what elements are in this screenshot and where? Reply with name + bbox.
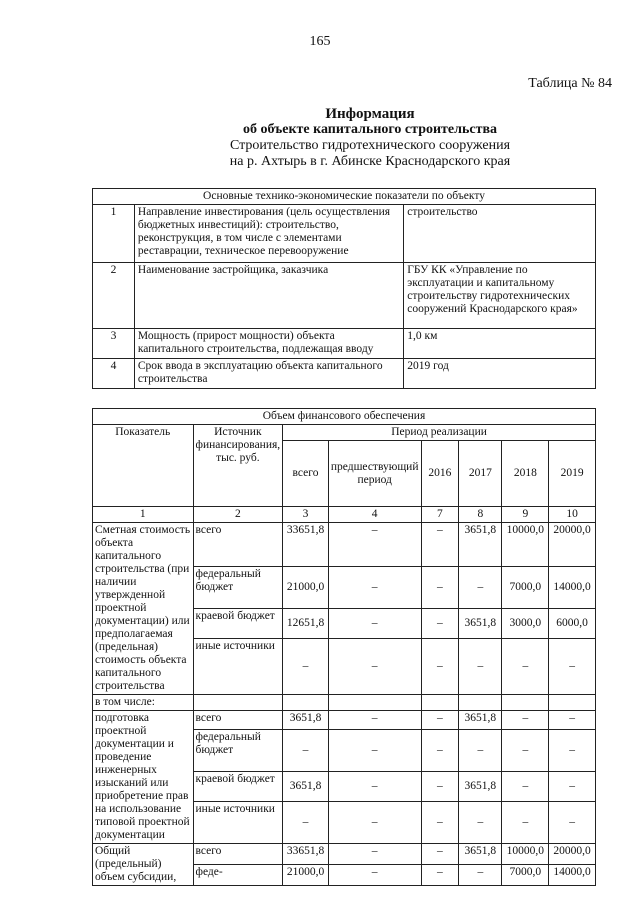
row-label: Мощность (прирост мощности) объекта капитального строительства, подлежащая вводу	[134, 329, 403, 359]
value-cell: 21000,0	[283, 567, 329, 609]
row-label: Срок ввода в эксплуатацию объекта капитального строительства	[134, 359, 403, 389]
value-cell: 20000,0	[549, 523, 596, 567]
row-value: 1,0 км	[404, 329, 596, 359]
value-cell: –	[502, 802, 549, 844]
table-row	[93, 523, 596, 567]
value-cell: –	[421, 730, 459, 772]
including-label: в том числе:	[93, 695, 194, 711]
value-cell: 10000,0	[502, 844, 549, 865]
col-number: 3	[283, 507, 329, 523]
col-year: 2019	[549, 441, 596, 507]
source-cell: федеральный бюджет	[193, 730, 283, 772]
value-cell: –	[502, 772, 549, 802]
value-cell: –	[328, 523, 421, 567]
value-cell: –	[459, 639, 502, 695]
col-year: 2016	[421, 441, 459, 507]
value-cell: –	[328, 802, 421, 844]
source-cell: всего	[193, 523, 283, 567]
value-cell: –	[459, 865, 502, 886]
table-row	[93, 359, 596, 389]
value-cell: 14000,0	[549, 865, 596, 886]
finance-header: Объем финансового обеспечения	[93, 409, 596, 425]
value-cell: –	[421, 639, 459, 695]
value-cell: –	[421, 567, 459, 609]
value-cell: –	[459, 802, 502, 844]
value-cell: –	[283, 730, 329, 772]
heading-object-line2: на р. Ахтырь в г. Абинске Краснодарского края	[229, 154, 511, 169]
col-year: 2017	[459, 441, 502, 507]
value-cell: 10000,0	[502, 523, 549, 567]
col-year: 2018	[502, 441, 549, 507]
value-cell: –	[549, 772, 596, 802]
page-number: 165	[309, 34, 331, 49]
value-cell: 14000,0	[549, 567, 596, 609]
value-cell: –	[421, 772, 459, 802]
source-cell: краевой бюджет	[193, 609, 283, 639]
source-cell: всего	[193, 844, 283, 865]
value-cell: –	[328, 567, 421, 609]
row-label: Наименование застройщика, заказчика	[134, 263, 403, 329]
col-number: 10	[549, 507, 596, 523]
col-total: всего	[283, 441, 329, 507]
value-cell: 3651,8	[283, 772, 329, 802]
value-cell: 3651,8	[459, 609, 502, 639]
section-label: Сметная стоимость объекта капитального строительства (при наличии утвержденной проектной документации) или предполагаемая (предельная) стоимость объекта капитального строительства	[93, 523, 194, 695]
col-number: 8	[459, 507, 502, 523]
row-value: ГБУ КК «Управление по эксплуатации и капитальному строительству гидротехнических сооружений Краснодарского края»	[404, 263, 596, 329]
row-label: Направление инвестирования (цель осуществления бюджетных инвестиций): строительство, реконструкция, в том числе с элементами реставрации, техническое перевооружение	[134, 205, 403, 263]
value-cell: 3651,8	[459, 711, 502, 730]
value-cell: –	[549, 711, 596, 730]
value-cell: 12651,8	[283, 609, 329, 639]
value-cell: –	[502, 730, 549, 772]
value-cell: 3651,8	[459, 523, 502, 567]
value-cell: –	[283, 639, 329, 695]
col-number: 4	[328, 507, 421, 523]
value-cell: –	[421, 802, 459, 844]
value-cell: –	[459, 567, 502, 609]
value-cell: 3651,8	[459, 772, 502, 802]
heading-object-line1: Строительство гидротехнического сооружения	[229, 138, 511, 153]
value-cell: –	[502, 639, 549, 695]
source-cell: всего	[193, 711, 283, 730]
section-label: Общий (предельный) объем субсидии,	[93, 844, 194, 886]
row-number: 2	[93, 263, 135, 329]
col-number: 1	[93, 507, 194, 523]
table-row	[93, 711, 596, 730]
value-cell: 3000,0	[502, 609, 549, 639]
value-cell: 3651,8	[283, 711, 329, 730]
value-cell: 33651,8	[283, 523, 329, 567]
value-cell: 6000,0	[549, 609, 596, 639]
value-cell: –	[549, 639, 596, 695]
heading-title: Информация	[325, 106, 415, 122]
col-source: Источник финансирования, тыс. руб.	[193, 425, 283, 507]
source-cell: феде-	[193, 865, 283, 886]
value-cell: –	[328, 609, 421, 639]
source-cell: федеральный бюджет	[193, 567, 283, 609]
value-cell: –	[459, 730, 502, 772]
value-cell: –	[328, 772, 421, 802]
value-cell: –	[421, 609, 459, 639]
table-row	[93, 205, 596, 263]
indicators-table	[92, 188, 596, 389]
value-cell: –	[328, 730, 421, 772]
document-heading	[170, 106, 570, 170]
value-cell: –	[328, 711, 421, 730]
table-row	[93, 329, 596, 359]
table-row	[93, 844, 596, 865]
value-cell: 7000,0	[502, 567, 549, 609]
value-cell: 21000,0	[283, 865, 329, 886]
col-number: 9	[502, 507, 549, 523]
section-label: подготовка проектной документации и проведение инженерных изысканий или приобретение прав на использование типовой проектной документации	[93, 711, 194, 844]
value-cell: –	[421, 523, 459, 567]
row-number: 4	[93, 359, 135, 389]
row-value: строительство	[404, 205, 596, 263]
value-cell: –	[421, 844, 459, 865]
value-cell: –	[421, 865, 459, 886]
value-cell: –	[328, 639, 421, 695]
table-row	[93, 263, 596, 329]
value-cell: 33651,8	[283, 844, 329, 865]
col-period: Период реализации	[283, 425, 596, 441]
table-label: Таблица № 84	[528, 76, 612, 91]
col-number: 2	[193, 507, 283, 523]
value-cell: –	[421, 711, 459, 730]
col-number: 7	[421, 507, 459, 523]
value-cell: –	[328, 844, 421, 865]
col-prev: предшествующий период	[328, 441, 421, 507]
value-cell: –	[328, 865, 421, 886]
finance-table	[92, 408, 596, 886]
value-cell: –	[283, 802, 329, 844]
value-cell: –	[502, 711, 549, 730]
col-indicator: Показатель	[93, 425, 194, 507]
indicators-header: Основные технико-экономические показатели по объекту	[93, 189, 596, 205]
value-cell: –	[549, 802, 596, 844]
heading-subtitle: об объекте капитального строительства	[242, 122, 498, 137]
source-cell: иные источники	[193, 802, 283, 844]
source-cell: иные источники	[193, 639, 283, 695]
value-cell: 7000,0	[502, 865, 549, 886]
value-cell: 20000,0	[549, 844, 596, 865]
value-cell: 3651,8	[459, 844, 502, 865]
row-number: 1	[93, 205, 135, 263]
row-number: 3	[93, 329, 135, 359]
value-cell: –	[549, 730, 596, 772]
row-value: 2019 год	[404, 359, 596, 389]
source-cell: краевой бюджет	[193, 772, 283, 802]
